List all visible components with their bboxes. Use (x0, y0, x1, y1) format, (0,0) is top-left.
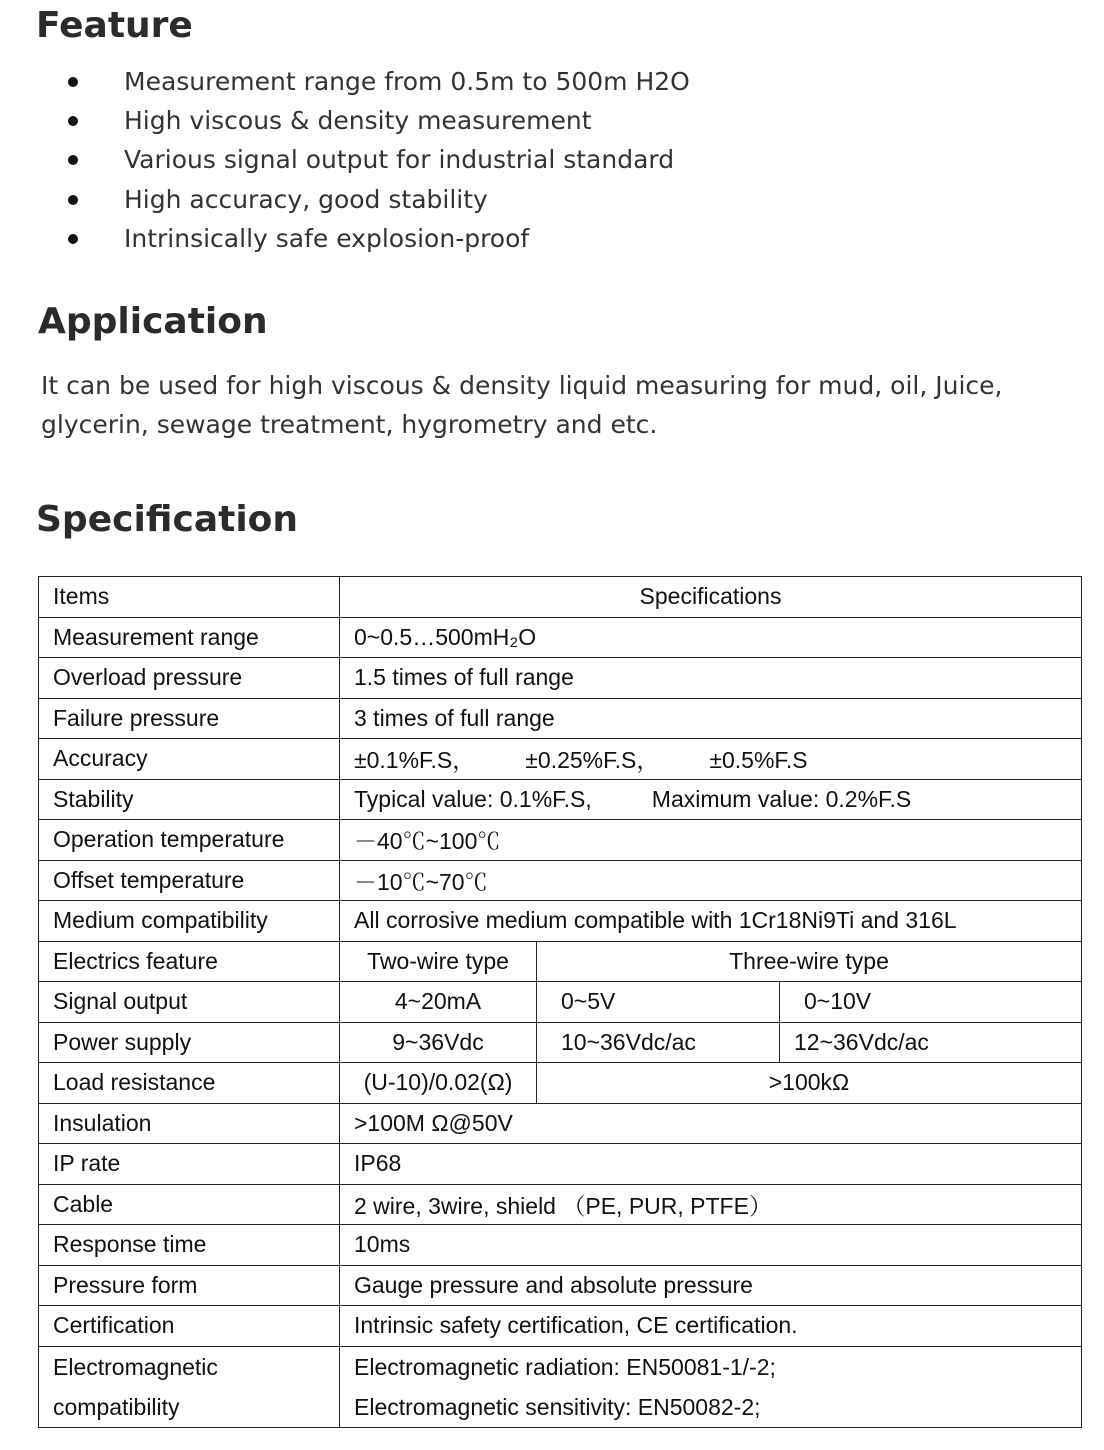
accuracy-value-1: ±0.1%F.S， (354, 747, 476, 774)
table-row (39, 1184, 1082, 1225)
feature-item (0, 180, 1000, 219)
row-label: Signal output (39, 982, 340, 1023)
three-wire-cell: >100kΩ (537, 1063, 1082, 1104)
feature-heading: Feature (36, 5, 193, 46)
two-wire-cell: (U-10)/0.02(Ω) (340, 1063, 537, 1104)
table-row (39, 658, 1082, 699)
row-label: Certification (39, 1306, 340, 1347)
row-label: Pressure form (39, 1265, 340, 1306)
row-value: 0~0.5…500mH₂O (340, 617, 1082, 658)
row-label: Failure pressure (39, 698, 340, 739)
specification-table (38, 576, 1082, 1428)
table-row (39, 982, 1082, 1023)
two-wire-cell: 4~20mA (340, 982, 537, 1023)
row-label: Response time (39, 1225, 340, 1266)
table-row (39, 1225, 1082, 1266)
application-text: It can be used for high viscous & density liquid measuring for mud, oil, Juice, glycerin, sewage treatment, hygrometry and etc. (41, 371, 1003, 439)
emc-label-line-2: compatibility (53, 1393, 180, 1420)
row-value: All corrosive medium compatible with 1Cr18Ni9Ti and 316L (340, 901, 1082, 942)
row-value (340, 739, 1082, 780)
row-label: Load resistance (39, 1063, 340, 1104)
row-label: Operation temperature (39, 820, 340, 861)
table-row (39, 860, 1082, 901)
row-label: Power supply (39, 1022, 340, 1063)
row-value: Gauge pressure and absolute pressure (340, 1265, 1082, 1306)
stability-typical: Typical value: 0.1%F.S, (354, 785, 592, 812)
feature-list (0, 62, 1000, 258)
row-value: IP68 (340, 1144, 1082, 1185)
emc-label-line-1: Electromagnetic (53, 1353, 218, 1380)
table-row (39, 1022, 1082, 1063)
row-label: Measurement range (39, 617, 340, 658)
table-row (39, 820, 1082, 861)
row-value: －10℃~70℃ (340, 860, 1082, 901)
table-row (39, 739, 1082, 780)
row-label: IP rate (39, 1144, 340, 1185)
table-row (39, 779, 1082, 820)
table-header-row (39, 577, 1082, 618)
feature-item-text: Intrinsically safe explosion-proof (124, 223, 530, 253)
row-label: Medium compatibility (39, 901, 340, 942)
feature-item-text: Various signal output for industrial standard (124, 145, 675, 175)
three-wire-cell-a: 0~5V (537, 982, 780, 1023)
row-label (39, 1346, 340, 1427)
bullet-icon (68, 234, 78, 244)
bullet-icon (68, 155, 78, 165)
row-label: Stability (39, 779, 340, 820)
table-row (39, 1103, 1082, 1144)
three-wire-cell-b: 0~10V (780, 982, 1082, 1023)
table-row (39, 617, 1082, 658)
row-label: Electrics feature (39, 941, 340, 982)
table-row (39, 1144, 1082, 1185)
row-label: Insulation (39, 1103, 340, 1144)
row-value (340, 779, 1082, 820)
feature-item (0, 62, 1000, 101)
accuracy-value-2: ±0.25%F.S， (525, 747, 660, 774)
row-value: 2 wire, 3wire, shield （PE, PUR, PTFE） (340, 1184, 1082, 1225)
bullet-icon (68, 195, 78, 205)
two-wire-cell: Two-wire type (340, 941, 537, 982)
table-row (39, 698, 1082, 739)
specification-heading: Specification (36, 499, 299, 540)
feature-item-text: Measurement range from 0.5m to 500m H2O (124, 67, 690, 96)
row-value: －40℃~100℃ (340, 820, 1082, 861)
row-value: 10ms (340, 1225, 1082, 1266)
row-value: 1.5 times of full range (340, 658, 1082, 699)
row-value (340, 1346, 1082, 1427)
row-label: Offset temperature (39, 860, 340, 901)
table-row (39, 901, 1082, 942)
feature-item (0, 219, 1000, 258)
emc-radiation: Electromagnetic radiation: EN50081-1/-2; (354, 1353, 776, 1380)
table-row (39, 1063, 1082, 1104)
table-row (39, 1265, 1082, 1306)
three-wire-cell-a: 10~36Vdc/ac (537, 1022, 780, 1063)
bullet-icon (68, 116, 78, 126)
feature-item (0, 140, 1000, 179)
header-items: Items (39, 577, 340, 618)
accuracy-value-3: ±0.5%F.S (709, 747, 808, 774)
two-wire-cell: 9~36Vdc (340, 1022, 537, 1063)
table-row (39, 941, 1082, 982)
three-wire-cell-b: 12~36Vdc/ac (780, 1022, 1082, 1063)
application-heading: Application (38, 301, 268, 342)
stability-maximum: Maximum value: 0.2%F.S (651, 785, 912, 812)
feature-item-text: High viscous & density measurement (124, 106, 592, 136)
row-value: >100M Ω@50V (340, 1103, 1082, 1144)
row-label: Accuracy (39, 739, 340, 780)
header-specifications: Specifications (340, 577, 1082, 618)
row-value: 3 times of full range (340, 698, 1082, 739)
table-row (39, 1346, 1082, 1427)
three-wire-cell: Three-wire type (537, 941, 1082, 982)
emc-sensitivity: Electromagnetic sensitivity: EN50082-2; (354, 1393, 761, 1420)
bullet-icon (68, 77, 78, 87)
row-label: Overload pressure (39, 658, 340, 699)
feature-item-text: High accuracy, good stability (124, 184, 488, 214)
row-label: Cable (39, 1184, 340, 1225)
feature-item (0, 101, 1000, 140)
table-row (39, 1306, 1082, 1347)
row-value: Intrinsic safety certification, CE certification. (340, 1306, 1082, 1347)
